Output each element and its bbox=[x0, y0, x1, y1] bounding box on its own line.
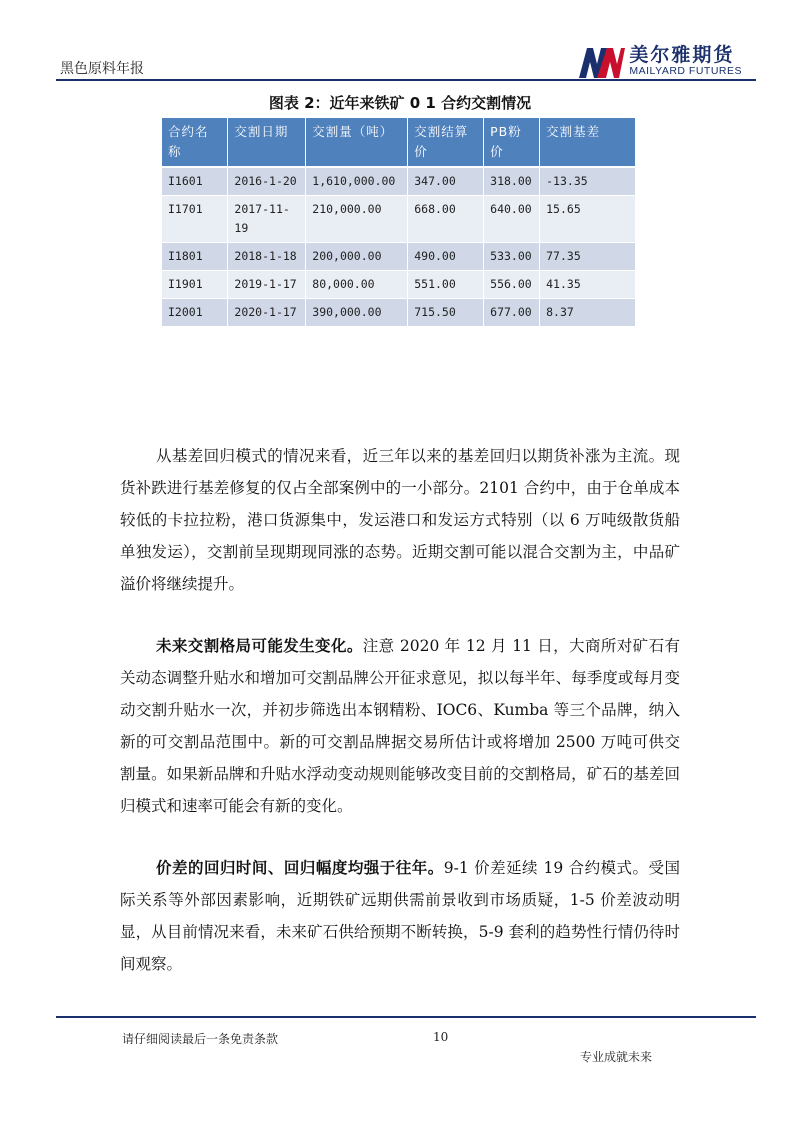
paragraph-text: 从基差回归模式的情况来看，近三年以来的基差回归以期货补涨为主流。现货补跌进行基差修复的仅占全部案例中的一小部分。2101 合约中，由于仓单成本较低的卡拉拉粉，港口货源集中，发运港口和发运方式特别（以 6 万吨级散货船单独发运），交割前呈现期现同涨的态势。近期交割可能以混合交割为主，中品矿溢价将继续提升。 bbox=[120, 447, 680, 593]
footer-divider bbox=[56, 1016, 756, 1018]
table-cell: 1,610,000.00 bbox=[306, 167, 408, 196]
paragraph-text bbox=[120, 852, 680, 980]
column-header: 交割日期 bbox=[228, 118, 306, 167]
table-cell: 677.00 bbox=[484, 299, 540, 327]
table-cell: I1801 bbox=[162, 243, 228, 271]
table-cell: I1901 bbox=[162, 271, 228, 299]
paragraph-delivery-pattern bbox=[120, 630, 680, 822]
table-row bbox=[162, 243, 636, 271]
table-cell: 80,000.00 bbox=[306, 271, 408, 299]
table-header-row bbox=[162, 118, 636, 167]
table-cell: I1701 bbox=[162, 196, 228, 243]
logo-name-cn: 美尔雅期货 bbox=[629, 43, 735, 66]
table-cell: 210,000.00 bbox=[306, 196, 408, 243]
table-cell: 551.00 bbox=[408, 271, 484, 299]
table-cell: 2017-11-19 bbox=[228, 196, 306, 243]
table-cell: 77.35 bbox=[540, 243, 636, 271]
table-cell: 715.50 bbox=[408, 299, 484, 327]
column-header: 交割结算价 bbox=[408, 118, 484, 167]
table-cell: 390,000.00 bbox=[306, 299, 408, 327]
table-cell: 318.00 bbox=[484, 167, 540, 196]
table-cell: 556.00 bbox=[484, 271, 540, 299]
table-cell: 41.35 bbox=[540, 271, 636, 299]
paragraph-body: 注意 2020 年 12 月 11 日，大商所对矿石有关动态调整升贴水和增加可交割品牌公开征求意见，拟以每半年、每季度或每月变动交割升贴水一次，并初步筛选出本钢精粉、IOC6、Kumba 等三个品牌，纳入新的可交割品范围中。新的可交割品牌据交易所估计或将增加 2500 万吨可供交割量。如果新品牌和升贴水浮动变动规则能够改变目前的交割格局，矿石的基差回归模式和速率可能会有新的变化。 bbox=[120, 637, 680, 815]
table-cell: I1601 bbox=[162, 167, 228, 196]
table-cell: 668.00 bbox=[408, 196, 484, 243]
table-cell: 533.00 bbox=[484, 243, 540, 271]
table-cell: 2018-1-18 bbox=[228, 243, 306, 271]
table-cell: I2001 bbox=[162, 299, 228, 327]
footer-disclaimer: 请仔细阅读最后一条免责条款 bbox=[122, 1032, 279, 1046]
table-cell: 200,000.00 bbox=[306, 243, 408, 271]
report-title: 黑色原料年报 bbox=[60, 61, 144, 77]
footer-slogan: 专业成就未来 bbox=[580, 1050, 653, 1064]
paragraph-text bbox=[120, 630, 680, 822]
column-header: 交割量（吨） bbox=[306, 118, 408, 167]
column-header: 交割基差 bbox=[540, 118, 636, 167]
table-cell: -13.35 bbox=[540, 167, 636, 196]
logo-mark-icon bbox=[577, 44, 625, 78]
table-row bbox=[162, 299, 636, 327]
column-header: 合约名称 bbox=[162, 118, 228, 167]
table-row bbox=[162, 167, 636, 196]
paragraph-heading: 未来交割格局可能发生变化。 bbox=[156, 637, 363, 655]
table-cell: 2016-1-20 bbox=[228, 167, 306, 196]
table-row bbox=[162, 196, 636, 243]
table-cell: 347.00 bbox=[408, 167, 484, 196]
delivery-table bbox=[162, 118, 636, 327]
column-header: PB粉价 bbox=[484, 118, 540, 167]
paragraph-spread-regression bbox=[120, 852, 680, 980]
figure-title: 图表 2：近年来铁矿 0 1 合约交割情况 bbox=[268, 94, 532, 112]
table-cell: 490.00 bbox=[408, 243, 484, 271]
company-logo bbox=[577, 44, 742, 78]
paragraph-basis-regression bbox=[120, 440, 680, 600]
table-cell: 15.65 bbox=[540, 196, 636, 243]
page-number: 10 bbox=[433, 1030, 449, 1044]
table-cell: 8.37 bbox=[540, 299, 636, 327]
header-divider bbox=[56, 79, 756, 81]
logo-name-en: MAILYARD FUTURES bbox=[629, 64, 742, 77]
table-row bbox=[162, 271, 636, 299]
table-cell: 640.00 bbox=[484, 196, 540, 243]
paragraph-body: 9-1 价差延续 19 合约模式。受国际关系等外部因素影响，近期铁矿远期供需前景收到市场质疑，1-5 价差波动明显，从目前情况来看，未来矿石供给预期不断转换，5-9 套利的趋势性行情仍待时间观察。 bbox=[120, 859, 680, 973]
table-cell: 2019-1-17 bbox=[228, 271, 306, 299]
table-cell: 2020-1-17 bbox=[228, 299, 306, 327]
paragraph-heading: 价差的回归时间、回归幅度均强于往年。 bbox=[156, 859, 444, 877]
